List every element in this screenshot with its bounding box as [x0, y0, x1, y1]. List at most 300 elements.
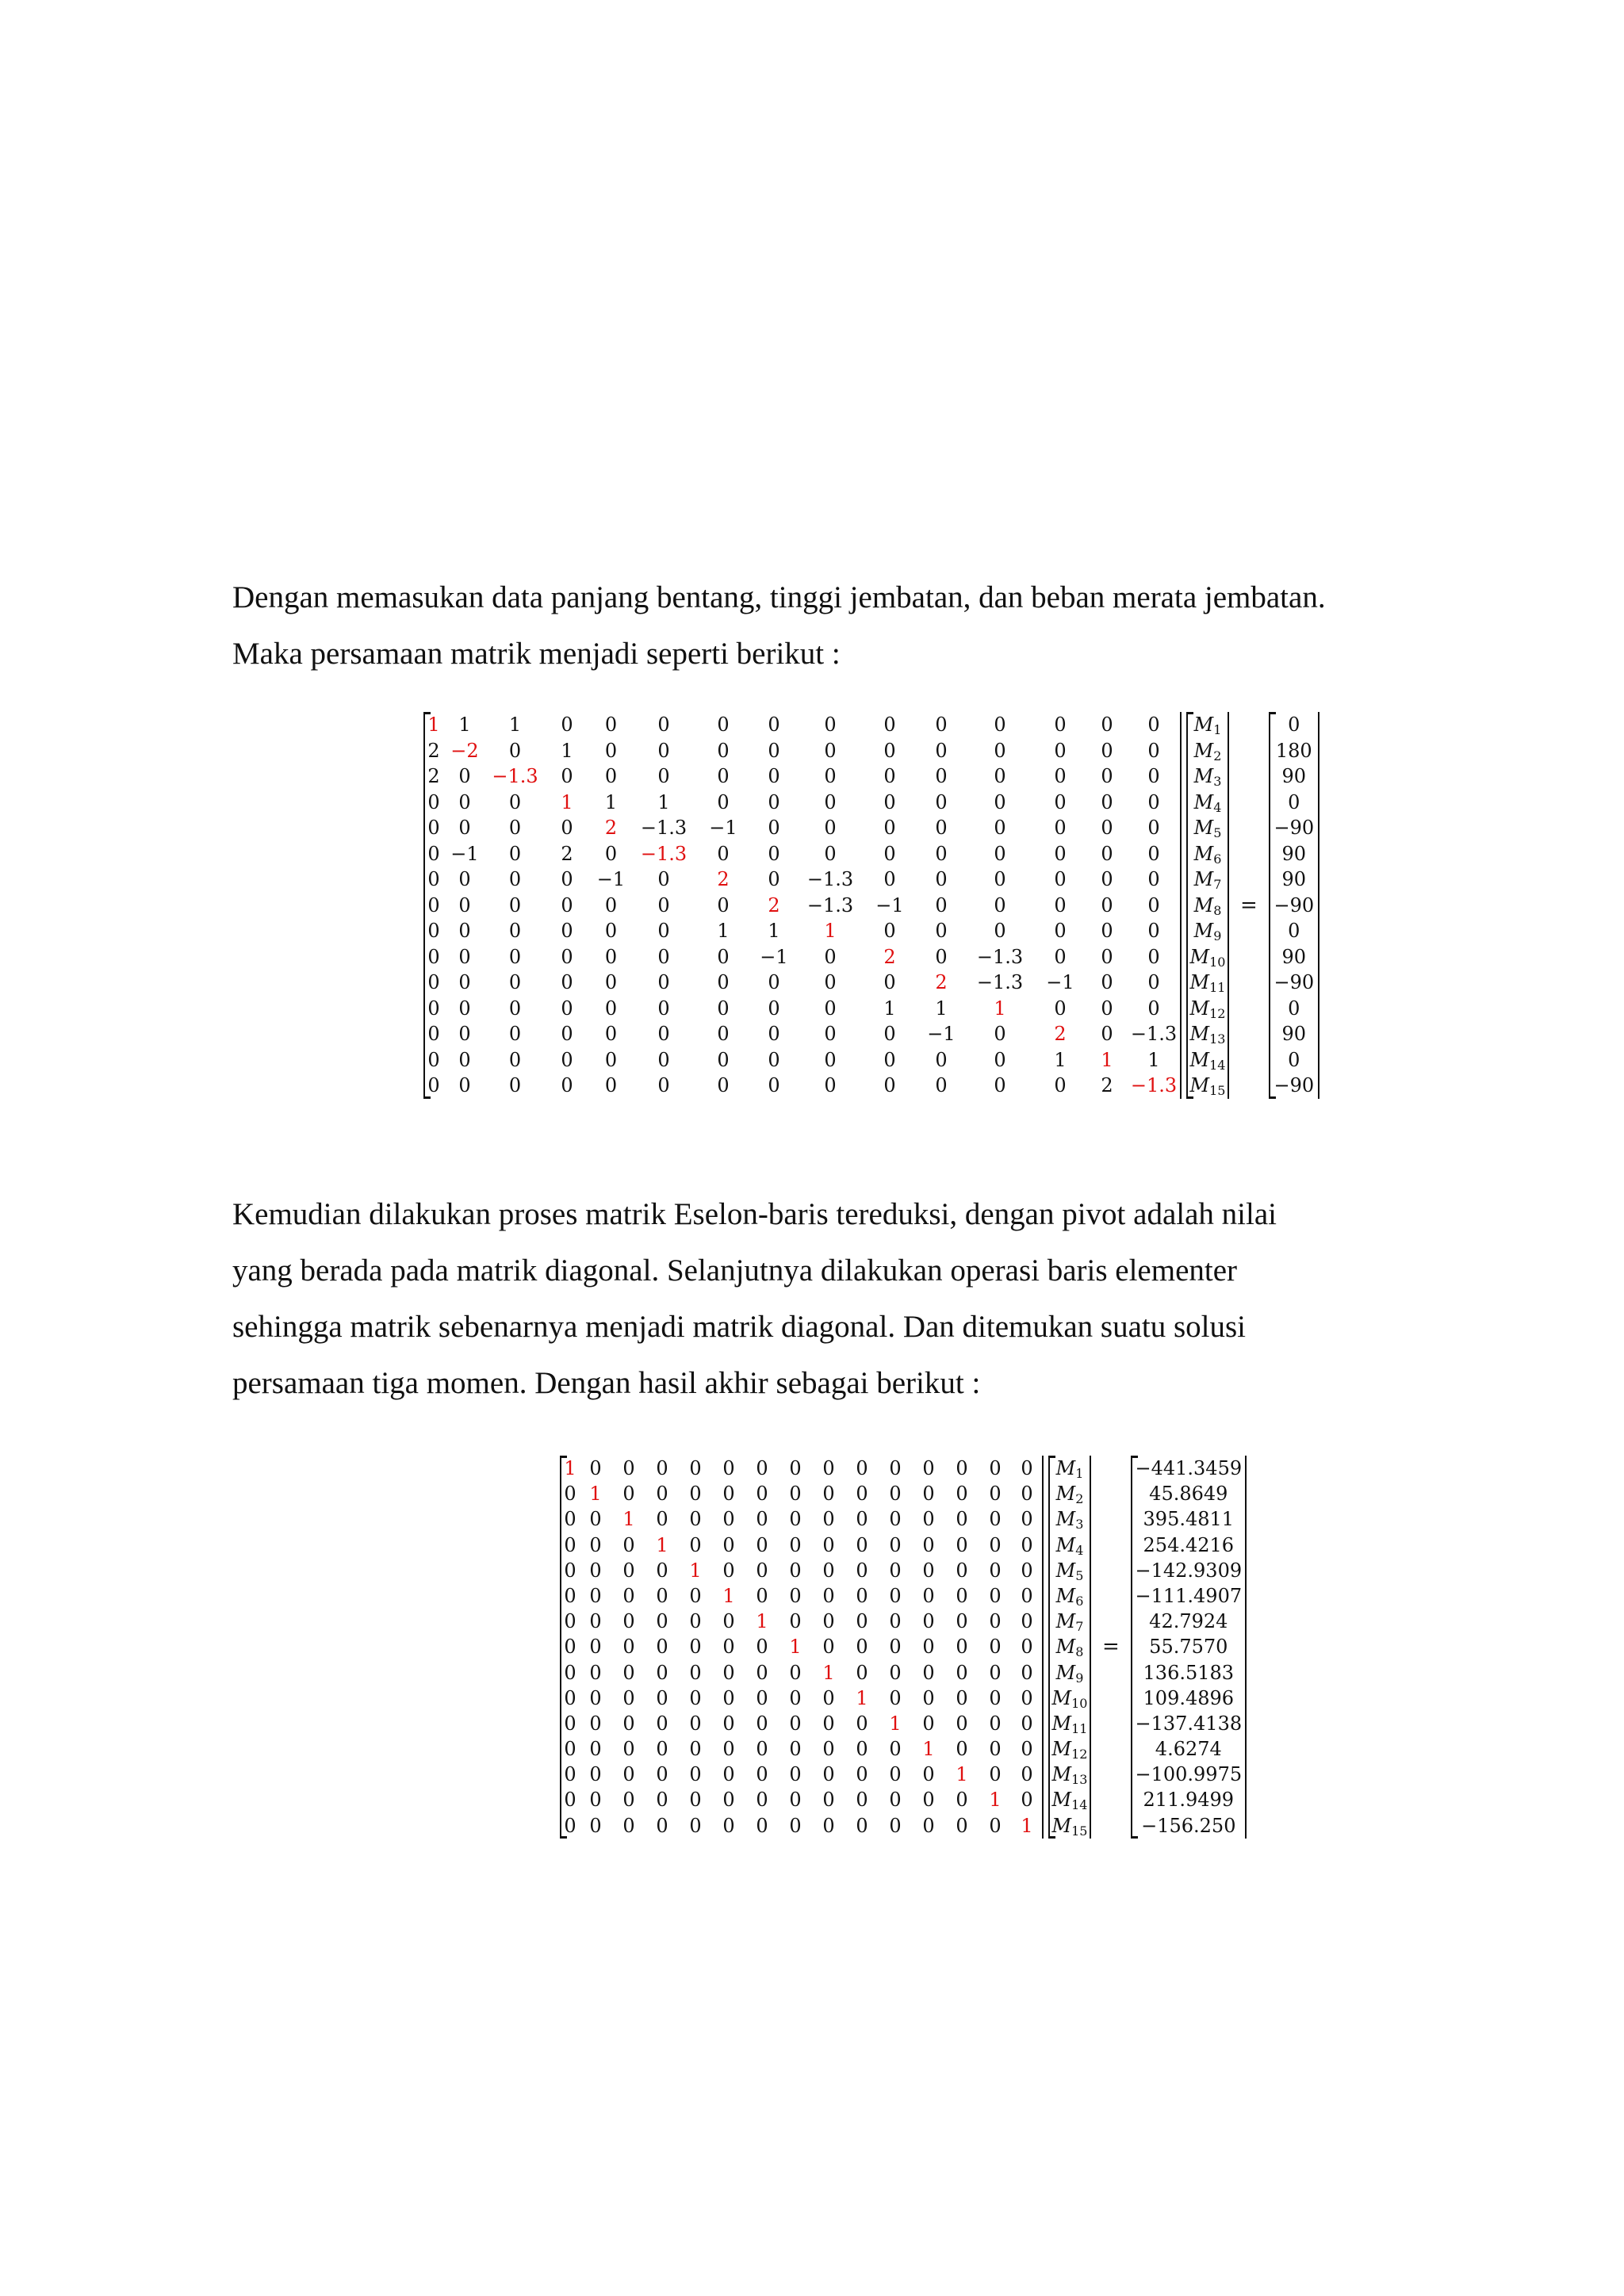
matrix-cell: 0 [822, 1686, 835, 1709]
matrix-cell: 2 [427, 765, 440, 787]
matrix-cell: 0 [722, 1763, 735, 1786]
matrix-cell: 0 [561, 765, 573, 787]
matrix-cell: 0 [935, 739, 948, 762]
matrix-cell: 0 [994, 842, 1006, 865]
matrix-cell: 0 [689, 1610, 702, 1633]
rhs-value: 90 [1281, 842, 1307, 865]
matrix-cell: 0 [789, 1789, 802, 1812]
matrix-cell: 0 [922, 1712, 935, 1735]
matrix-cell: 0 [722, 1610, 735, 1633]
matrix-cell: 0 [789, 1559, 802, 1582]
matrix-cell: 0 [856, 1559, 868, 1582]
matrix-cell: 0 [722, 1738, 735, 1761]
matrix-cell: 0 [508, 817, 522, 839]
matrix-cell: 0 [889, 1508, 902, 1531]
rhs-value: 0 [1288, 920, 1300, 942]
matrix-cell: 0 [768, 790, 780, 813]
matrix-cell: 0 [824, 971, 837, 993]
matrix-cell: 0 [657, 714, 670, 736]
matrix-cell: 0 [824, 842, 837, 865]
matrix-cell: 0 [722, 1661, 735, 1684]
matrix-cell: 2 [1101, 1074, 1113, 1096]
matrix-cell: 0 [756, 1584, 768, 1607]
matrix-cell: 0 [604, 714, 618, 736]
matrix-cell: 0 [589, 1584, 602, 1607]
matrix-cell: 0 [989, 1686, 1002, 1709]
matrix-cell: 1 [789, 1636, 802, 1659]
intro-line-2: Maka persamaan matrik menjadi seperti berikut : [232, 637, 841, 671]
matrix-cell: 0 [717, 894, 730, 916]
rhs-value: −441.3459 [1135, 1457, 1243, 1479]
matrix-cell: 0 [956, 1789, 968, 1812]
matrix-cell: 0 [561, 945, 573, 968]
matrix-cell: 1 [1054, 1048, 1067, 1071]
matrix-cell: 0 [589, 1686, 602, 1709]
matrix-cell: 0 [508, 997, 522, 1020]
matrix-cell: 0 [717, 1048, 730, 1071]
matrix-cell: 0 [458, 1023, 471, 1045]
matrix-cell: 0 [427, 920, 440, 942]
matrix-cell: 0 [656, 1584, 668, 1607]
matrix-cell: 0 [889, 1636, 902, 1659]
matrix-cell: 0 [656, 1483, 668, 1506]
matrix-cell: 0 [994, 714, 1006, 736]
matrix-cell: 0 [717, 945, 730, 968]
rhs-value: 90 [1281, 868, 1307, 890]
matrix-cell: 0 [889, 1814, 902, 1837]
matrix-cell: 0 [922, 1789, 935, 1812]
matrix-cell: 0 [622, 1738, 635, 1761]
matrix-cell: −1 [875, 894, 904, 916]
matrix-cell: 0 [889, 1483, 902, 1506]
matrix-cell: 0 [689, 1661, 702, 1684]
matrix-cell: 0 [768, 765, 780, 787]
matrix-cell: 0 [1054, 945, 1067, 968]
matrix-cell: 0 [604, 765, 618, 787]
matrix-cell: −1.3 [976, 971, 1024, 993]
matrix-cell: 0 [589, 1712, 602, 1735]
matrix-cell: 0 [717, 790, 730, 813]
matrix-cell: 0 [717, 714, 730, 736]
matrix-cell: 0 [1054, 1074, 1067, 1096]
matrix-cell: 1 [956, 1763, 968, 1786]
matrix-cell: 0 [717, 1023, 730, 1045]
matrix-equation-initial [423, 712, 1320, 1099]
variable-label: $M_5$ [1193, 817, 1222, 840]
matrix-cell: 0 [1147, 945, 1160, 968]
matrix-cell: 0 [508, 945, 522, 968]
matrix-cell: 0 [989, 1763, 1002, 1786]
matrix-cell: 0 [1101, 868, 1113, 890]
matrix-cell: 0 [824, 765, 837, 787]
matrix-cell: 0 [856, 1610, 868, 1633]
variable-label: $M_{15}$ [1051, 1814, 1088, 1839]
matrix-cell: 0 [1021, 1483, 1033, 1506]
rhs-value: 45.8649 [1149, 1483, 1228, 1506]
matrix-cell: 0 [1147, 842, 1160, 865]
matrix-cell: 0 [935, 1074, 948, 1096]
matrix-cell: 1 [622, 1508, 635, 1531]
matrix-cell: 0 [722, 1686, 735, 1709]
matrix-cell: 0 [1101, 714, 1113, 736]
intro-paragraph [232, 569, 1392, 682]
matrix-cell: 0 [889, 1661, 902, 1684]
matrix-cell: 0 [657, 945, 670, 968]
matrix-cell: 0 [427, 817, 440, 839]
matrix-cell: 0 [989, 1533, 1002, 1556]
matrix-cell: 1 [756, 1610, 768, 1633]
matrix-cell: 0 [994, 790, 1006, 813]
matrix-cell: 0 [657, 765, 670, 787]
matrix-cell: 0 [856, 1508, 868, 1531]
variable-label: $M_{11}$ [1051, 1712, 1088, 1736]
matrix-cell: 0 [883, 739, 896, 762]
matrix-cell: 0 [508, 894, 522, 916]
matrix-cell: 0 [1101, 817, 1113, 839]
matrix-cell: 0 [564, 1508, 576, 1531]
matrix-cell: 0 [508, 1048, 522, 1071]
matrix-cell: 0 [458, 765, 471, 787]
matrix-cell: 0 [1147, 997, 1160, 1020]
matrix-cell: 1 [564, 1457, 576, 1479]
rhs-value: 0 [1288, 790, 1300, 813]
solution-vector-column [1132, 1456, 1245, 1839]
matrix-cell: 0 [1054, 714, 1067, 736]
matrix-cell: 0 [1021, 1636, 1033, 1659]
matrix-cell: 0 [657, 1048, 670, 1071]
matrix-cell: 0 [956, 1533, 968, 1556]
matrix-cell: 0 [508, 971, 522, 993]
matrix-cell: 0 [1021, 1661, 1033, 1684]
matrix-cell: 0 [561, 1023, 573, 1045]
matrix-cell: 0 [561, 971, 573, 993]
matrix-cell: 0 [604, 894, 618, 916]
matrix-cell: 0 [994, 920, 1006, 942]
matrix-cell: 0 [1147, 971, 1160, 993]
variable-label: $M_6$ [1193, 842, 1222, 867]
rhs-value: 4.6274 [1155, 1738, 1222, 1761]
matrix-cell: 0 [508, 868, 522, 890]
matrix-cell: 0 [1021, 1738, 1033, 1761]
matrix-cell: 0 [564, 1814, 576, 1837]
matrix-cell: 0 [856, 1457, 868, 1479]
matrix-cell: 0 [604, 1048, 618, 1071]
variable-label: $M_7$ [1193, 868, 1222, 892]
matrix-cell: 1 [427, 714, 440, 736]
matrix-cell: 0 [789, 1686, 802, 1709]
matrix-cell: 0 [956, 1559, 968, 1582]
matrix-cell: −1.3 [806, 894, 854, 916]
matrix-cell: 0 [657, 1023, 670, 1045]
matrix-cell: 0 [656, 1738, 668, 1761]
matrix-cell: 0 [604, 1023, 618, 1045]
matrix-cell: 0 [822, 1738, 835, 1761]
matrix-cell: −1 [927, 1023, 956, 1045]
matrix-cell: 0 [994, 1023, 1006, 1045]
matrix-cell: −1 [709, 817, 737, 839]
matrix-cell: 0 [427, 842, 440, 865]
matrix-cell: 0 [889, 1763, 902, 1786]
rhs-value: 180 [1275, 739, 1312, 762]
matrix-cell: 0 [883, 817, 896, 839]
matrix-cell: 0 [604, 842, 618, 865]
rhs-value: 254.4216 [1143, 1533, 1235, 1556]
matrix-cell: 1 [922, 1738, 935, 1761]
matrix-cell: 0 [922, 1483, 935, 1506]
matrix-cell: 0 [756, 1789, 768, 1812]
matrix-cell: 0 [789, 1814, 802, 1837]
matrix-cell: 0 [427, 1048, 440, 1071]
matrix-cell: 0 [889, 1457, 902, 1479]
matrix-cell: 0 [1021, 1789, 1033, 1812]
matrix-cell: 2 [561, 842, 573, 865]
matrix-cell: 0 [657, 739, 670, 762]
matrix-cell: 0 [604, 997, 618, 1020]
matrix-cell: 0 [689, 1712, 702, 1735]
matrix-cell: 0 [956, 1584, 968, 1607]
matrix-cell: 0 [883, 714, 896, 736]
matrix-cell: 0 [657, 1074, 670, 1096]
matrix-cell: 0 [889, 1686, 902, 1709]
matrix-cell: 0 [1054, 997, 1067, 1020]
result-line-3: sehingga matrik sebenarnya menjadi matrik diagonal. Dan ditemukan suatu solusi [232, 1310, 1247, 1344]
matrix-cell: 0 [789, 1661, 802, 1684]
matrix-cell: 0 [722, 1636, 735, 1659]
matrix-cell: 0 [1101, 894, 1113, 916]
matrix-cell: 0 [564, 1712, 576, 1735]
matrix-cell: 0 [689, 1483, 702, 1506]
matrix-cell: 0 [989, 1712, 1002, 1735]
matrix-cell: 0 [822, 1457, 835, 1479]
matrix-cell: 0 [561, 894, 573, 916]
matrix-cell: 0 [994, 739, 1006, 762]
matrix-cell: 0 [656, 1763, 668, 1786]
matrix-cell: 0 [1101, 765, 1113, 787]
matrix-cell: 0 [989, 1814, 1002, 1837]
matrix-cell: 0 [1021, 1763, 1033, 1786]
matrix-cell: 1 [561, 790, 573, 813]
matrix-cell: −1.3 [1130, 1023, 1178, 1045]
variable-label: $M_{10}$ [1189, 945, 1226, 970]
matrix-cell: −1.3 [640, 842, 688, 865]
matrix-cell: 0 [689, 1814, 702, 1837]
result-line-4: persamaan tiga momen. Dengan hasil akhir sebagai berikut : [232, 1366, 981, 1400]
matrix-cell: 1 [508, 714, 522, 736]
variable-label: $M_4$ [1055, 1533, 1084, 1558]
matrix-cell: 0 [789, 1508, 802, 1531]
matrix-cell: 0 [1101, 1023, 1113, 1045]
matrix-cell: 0 [824, 1023, 837, 1045]
matrix-cell: 0 [1101, 920, 1113, 942]
matrix-cell: 0 [1054, 790, 1067, 813]
matrix-cell: 0 [935, 842, 948, 865]
matrix-cell: 0 [589, 1636, 602, 1659]
matrix-cell: 0 [922, 1814, 935, 1837]
matrix-cell: 0 [822, 1789, 835, 1812]
matrix-cell: 1 [994, 997, 1006, 1020]
matrix-cell: 0 [427, 997, 440, 1020]
matrix-cell: 0 [1021, 1610, 1033, 1633]
matrix-cell: 0 [458, 920, 471, 942]
matrix-cell: 0 [622, 1686, 635, 1709]
matrix-cell: 0 [989, 1738, 1002, 1761]
matrix-cell: 0 [508, 842, 522, 865]
rhs-vector-column [1270, 712, 1318, 1099]
matrix-cell: 0 [768, 971, 780, 993]
matrix-cell: 2 [883, 945, 896, 968]
variable-label: $M_{14}$ [1189, 1048, 1226, 1073]
matrix-cell: 0 [622, 1712, 635, 1735]
matrix-cell: 0 [427, 790, 440, 813]
matrix-cell: 0 [822, 1712, 835, 1735]
matrix-cell: 0 [458, 997, 471, 1020]
matrix-cell: 0 [768, 842, 780, 865]
matrix-cell: 0 [889, 1559, 902, 1582]
matrix-cell: 0 [717, 971, 730, 993]
matrix-cell: 0 [824, 945, 837, 968]
matrix-cell: 0 [922, 1584, 935, 1607]
matrix-cell: 0 [922, 1686, 935, 1709]
matrix-cell: 0 [756, 1559, 768, 1582]
matrix-cell: 0 [856, 1533, 868, 1556]
matrix-cell: 0 [956, 1712, 968, 1735]
matrix-cell: 0 [427, 945, 440, 968]
matrix-cell: 0 [656, 1508, 668, 1531]
matrix-cell: 1 [989, 1789, 1002, 1812]
matrix-cell: 0 [722, 1533, 735, 1556]
matrix-cell: 0 [789, 1533, 802, 1556]
matrix-cell: 0 [622, 1559, 635, 1582]
variable-label: $M_8$ [1193, 894, 1222, 918]
matrix-cell: 0 [589, 1508, 602, 1531]
rhs-value: −142.9309 [1135, 1559, 1243, 1582]
matrix-cell: −1.3 [492, 765, 538, 787]
variable-label: $M_{13}$ [1189, 1023, 1226, 1047]
matrix-cell: 0 [656, 1712, 668, 1735]
matrix-cell: 1 [1147, 1048, 1160, 1071]
matrix-cell: 0 [856, 1483, 868, 1506]
matrix-equation-result [560, 1456, 1247, 1839]
matrix-cell: 0 [935, 790, 948, 813]
matrix-cell: 0 [564, 1533, 576, 1556]
matrix-cell: 0 [656, 1686, 668, 1709]
matrix-cell: 0 [1147, 714, 1160, 736]
rhs-value: 0 [1288, 1048, 1300, 1071]
matrix-cell: 0 [989, 1559, 1002, 1582]
matrix-cell: 0 [856, 1763, 868, 1786]
matrix-cell: 0 [1021, 1457, 1033, 1479]
matrix-cell: 0 [622, 1610, 635, 1633]
matrix-cell: −1.3 [640, 817, 688, 839]
matrix-cell: 0 [427, 971, 440, 993]
matrix-cell: 0 [956, 1686, 968, 1709]
matrix-cell: 0 [689, 1457, 702, 1479]
matrix-cell: 0 [856, 1712, 868, 1735]
matrix-cell: 0 [561, 1074, 573, 1096]
matrix-cell: 0 [922, 1661, 935, 1684]
matrix-cell: 0 [989, 1636, 1002, 1659]
variable-label: $M_6$ [1055, 1584, 1084, 1609]
matrix-cell: 0 [956, 1508, 968, 1531]
matrix-cell: 0 [656, 1457, 668, 1479]
matrix-cell: 0 [935, 817, 948, 839]
variable-label: $M_3$ [1055, 1508, 1084, 1533]
matrix-cell: 0 [508, 739, 522, 762]
matrix-cell: 0 [458, 971, 471, 993]
matrix-cell: 0 [883, 765, 896, 787]
matrix-cell: 0 [1021, 1712, 1033, 1735]
matrix-cell: 0 [1147, 739, 1160, 762]
matrix-cell: 0 [756, 1814, 768, 1837]
coefficient-matrix [423, 712, 1182, 1099]
matrix-cell: 0 [561, 868, 573, 890]
matrix-cell: 0 [564, 1636, 576, 1659]
rhs-value: −137.4138 [1135, 1712, 1243, 1735]
rhs-value: 109.4896 [1143, 1686, 1235, 1709]
matrix-cell: 0 [564, 1584, 576, 1607]
matrix-cell: 0 [883, 868, 896, 890]
rhs-value: −111.4907 [1135, 1584, 1243, 1607]
matrix-cell: 0 [622, 1584, 635, 1607]
matrix-cell: 0 [689, 1686, 702, 1709]
matrix-cell: 1 [722, 1584, 735, 1607]
rhs-value: −90 [1274, 971, 1315, 993]
matrix-cell: 0 [722, 1483, 735, 1506]
matrix-cell: 0 [989, 1584, 1002, 1607]
matrix-cell: 0 [1054, 920, 1067, 942]
matrix-cell: 0 [589, 1763, 602, 1786]
matrix-cell: 0 [622, 1789, 635, 1812]
matrix-cell: 0 [994, 868, 1006, 890]
rhs-value: 55.7570 [1149, 1636, 1228, 1659]
matrix-cell: 0 [561, 920, 573, 942]
variable-label: $M_1$ [1055, 1457, 1084, 1481]
matrix-cell: 0 [822, 1483, 835, 1506]
matrix-cell: 0 [889, 1610, 902, 1633]
matrix-cell: 0 [1101, 945, 1113, 968]
matrix-cell: 0 [622, 1814, 635, 1837]
matrix-cell: 0 [956, 1610, 968, 1633]
matrix-cell: 1 [604, 790, 618, 813]
matrix-cell: 0 [458, 1048, 471, 1071]
intro-line-1: Dengan memasukan data panjang bentang, tinggi jembatan, dan beban merata jembatan. [232, 580, 1326, 614]
matrix-cell: 0 [458, 1074, 471, 1096]
matrix-cell: 0 [756, 1661, 768, 1684]
variable-vector [1048, 1456, 1091, 1839]
matrix-cell: 0 [922, 1559, 935, 1582]
variable-label: $M_{12}$ [1051, 1738, 1088, 1762]
variable-label: $M_5$ [1055, 1559, 1084, 1583]
matrix-cell: 0 [856, 1738, 868, 1761]
matrix-cell: 0 [1021, 1584, 1033, 1607]
matrix-cell: 0 [789, 1610, 802, 1633]
matrix-cell: −1 [760, 945, 788, 968]
matrix-cell: 0 [994, 894, 1006, 916]
matrix-cell: −1 [450, 842, 479, 865]
matrix-cell: 0 [756, 1508, 768, 1531]
matrix-cell: 0 [1054, 765, 1067, 787]
matrix-cell: 0 [789, 1712, 802, 1735]
matrix-cell: 0 [768, 1048, 780, 1071]
matrix-cell: 0 [789, 1738, 802, 1761]
matrix-cell: 0 [689, 1763, 702, 1786]
matrix-cell: 0 [956, 1738, 968, 1761]
matrix-cell: 0 [1147, 868, 1160, 890]
matrix-cell: 0 [922, 1508, 935, 1531]
matrix-cell: 0 [989, 1508, 1002, 1531]
matrix-cell: 0 [889, 1533, 902, 1556]
result-paragraph [232, 1186, 1392, 1411]
